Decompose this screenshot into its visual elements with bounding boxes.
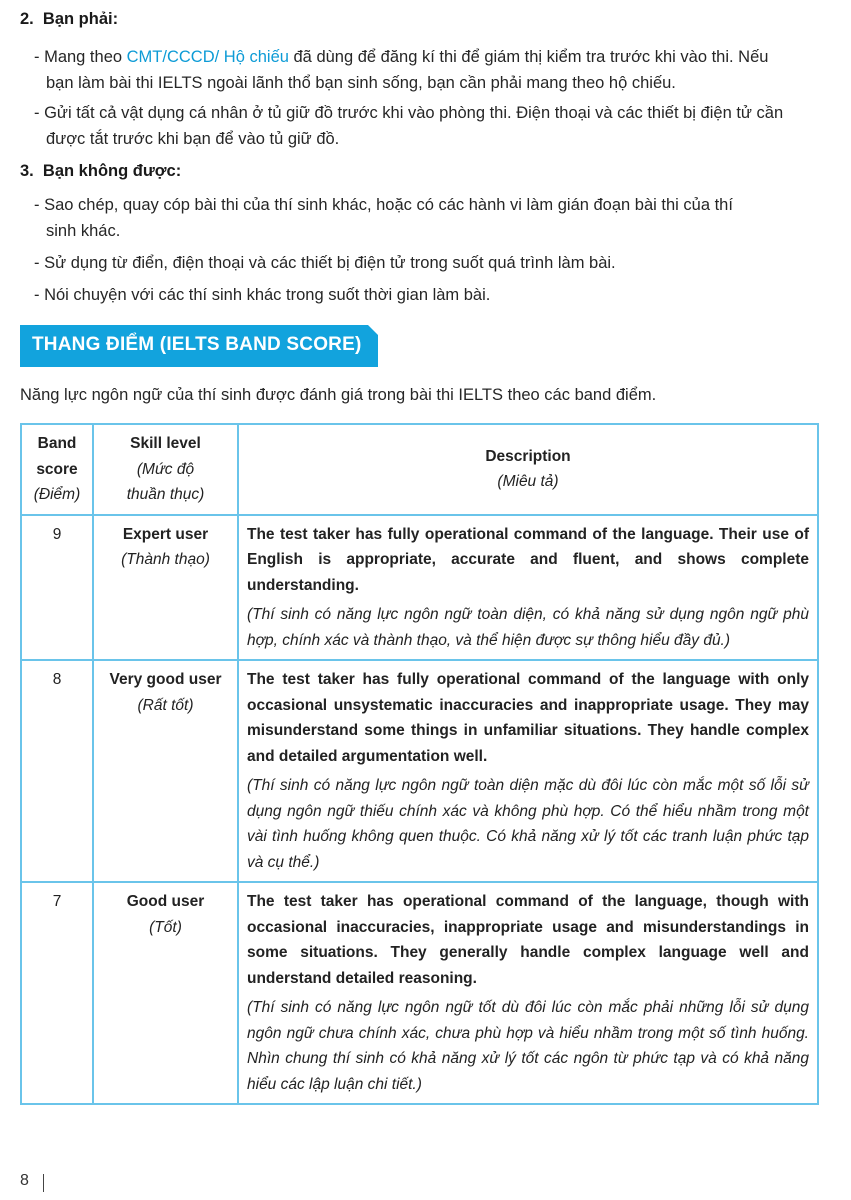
bullet-text: - Mang theo [34, 48, 127, 66]
table-row [21, 660, 818, 882]
description-en: The test taker has fully operational command of the language with only occasional unsystematic inaccuracies and inappropriate usage. They may misunderstand some things in unfamiliar situations. They handle complex and detailed argumentation well. [247, 671, 809, 765]
skill-level-vi: (Tốt) [149, 918, 182, 936]
page-number: 8 [20, 1172, 29, 1189]
bullet-text: được tắt trước khi bạn để vào tủ giữ đồ. [46, 130, 340, 148]
table-header-row [21, 424, 818, 515]
id-documents-link: CMT/CCCD/ Hộ chiếu [126, 48, 289, 66]
header-description [238, 424, 818, 515]
description-en: The test taker has fully operational command of the language. Their use of English is appropriate, accurate and fluent, and shows complete understanding. [247, 525, 809, 594]
header-label: Skill level [130, 435, 201, 452]
band-value: 7 [21, 882, 93, 1104]
bullet-text: bạn làm bài thi IELTS ngoài lãnh thổ bạn sinh sống, bạn cần phải mang theo hộ chiếu. [46, 74, 676, 92]
skill-level-vi: (Rất tốt) [137, 696, 194, 714]
section-3-heading: 3. Bạn không được: [20, 162, 182, 180]
description-vi: (Thí sinh có năng lực ngôn ngữ tốt dù đôi lúc còn mắc phải những lỗi sử dụng ngôn ngữ chưa chính xác, chưa phù hợp và hiểu nhầm trong một số tình huống. Nhìn chung thí sinh có khả năng xử lý tốt các ngôn từ phức tạp và có khả năng hiểu các lập luận chi tiết.) [247, 999, 809, 1093]
header-label-vi: (Điểm) [33, 486, 81, 503]
section-3-bullet-3: - Nói chuyện với các thí sinh khác trong suốt thời gian làm bài. [34, 286, 491, 304]
bullet-text: sinh khác. [46, 222, 121, 240]
table-row [21, 515, 818, 661]
footer-divider [43, 1174, 44, 1192]
section-3-bullet-1 [34, 192, 824, 244]
banner-title: THANG ĐIỂM (IELTS BAND SCORE) [32, 334, 362, 355]
bullet-text: đã dùng để đăng kí thi để giám thị kiểm tra trước khi vào thi. Nếu [288, 48, 769, 66]
skill-level: Very good user [109, 671, 222, 688]
band-score-banner [20, 325, 378, 367]
section-3-bullet-2: - Sử dụng từ điển, điện thoại và các thiết bị điện tử trong suốt quá trình làm bài. [34, 254, 616, 272]
intro-text: Năng lực ngôn ngữ của thí sinh được đánh giá trong bài thi IELTS theo các band điểm. [20, 386, 657, 404]
header-label-vi: (Mức độ [136, 460, 195, 478]
header-label-vi: (Miêu tả) [497, 473, 559, 491]
skill-level-vi: (Thành thạo) [121, 551, 210, 568]
skill-cell [93, 660, 238, 882]
header-label: Band [37, 435, 77, 452]
header-label-vi: thuần thục) [126, 486, 205, 503]
bullet-text: - Sao chép, quay cóp bài thi của thí sinh khác, hoặc có các hành vi làm gián đoạn bài thi của thí [34, 196, 733, 214]
band-value: 8 [21, 660, 93, 882]
skill-level: Good user [126, 893, 205, 910]
header-label: Description [485, 447, 571, 465]
skill-cell [93, 515, 238, 661]
header-band-score [21, 424, 93, 515]
band-score-table [20, 423, 819, 1105]
section-2-bullet-1 [34, 44, 824, 96]
section-2-bullet-2 [34, 100, 824, 152]
bullet-text: - Gửi tất cả vật dụng cá nhân ở tủ giữ đồ trước khi vào phòng thi. Điện thoại và các thiết bị điện tử cần [34, 104, 784, 122]
header-skill-level [93, 424, 238, 515]
table-row [21, 882, 818, 1104]
section-2-heading: 2. Bạn phải: [20, 10, 119, 28]
description-cell [238, 882, 818, 1104]
skill-level: Expert user [122, 525, 209, 543]
description-en: The test taker has operational command of the language, though with occasional inaccuracies, inappropriate usage and misunderstandings in some situations. They generally handle complex language well and understand detailed reasoning. [247, 893, 809, 987]
header-label: score [36, 460, 78, 478]
description-vi: (Thí sinh có năng lực ngôn ngữ toàn diện mặc dù đôi lúc còn mắc một số lỗi sử dụng ngôn ngữ thiếu chính xác và không phù hợp. Có thể hiểu nhầm trong một vài tình huống không quen thuộc. Có khả năng xử lý tốt các tranh luận phức tạp và cụ thể.) [247, 777, 809, 871]
band-value: 9 [21, 515, 93, 661]
description-cell [238, 515, 818, 661]
description-vi: (Thí sinh có năng lực ngôn ngữ toàn diện, có khả năng sử dụng ngôn ngữ phù hợp, chính xác và thành thạo, và thể hiện được sự thông hiểu đầy đủ.) [247, 606, 809, 649]
skill-cell [93, 882, 238, 1104]
description-cell [238, 660, 818, 882]
